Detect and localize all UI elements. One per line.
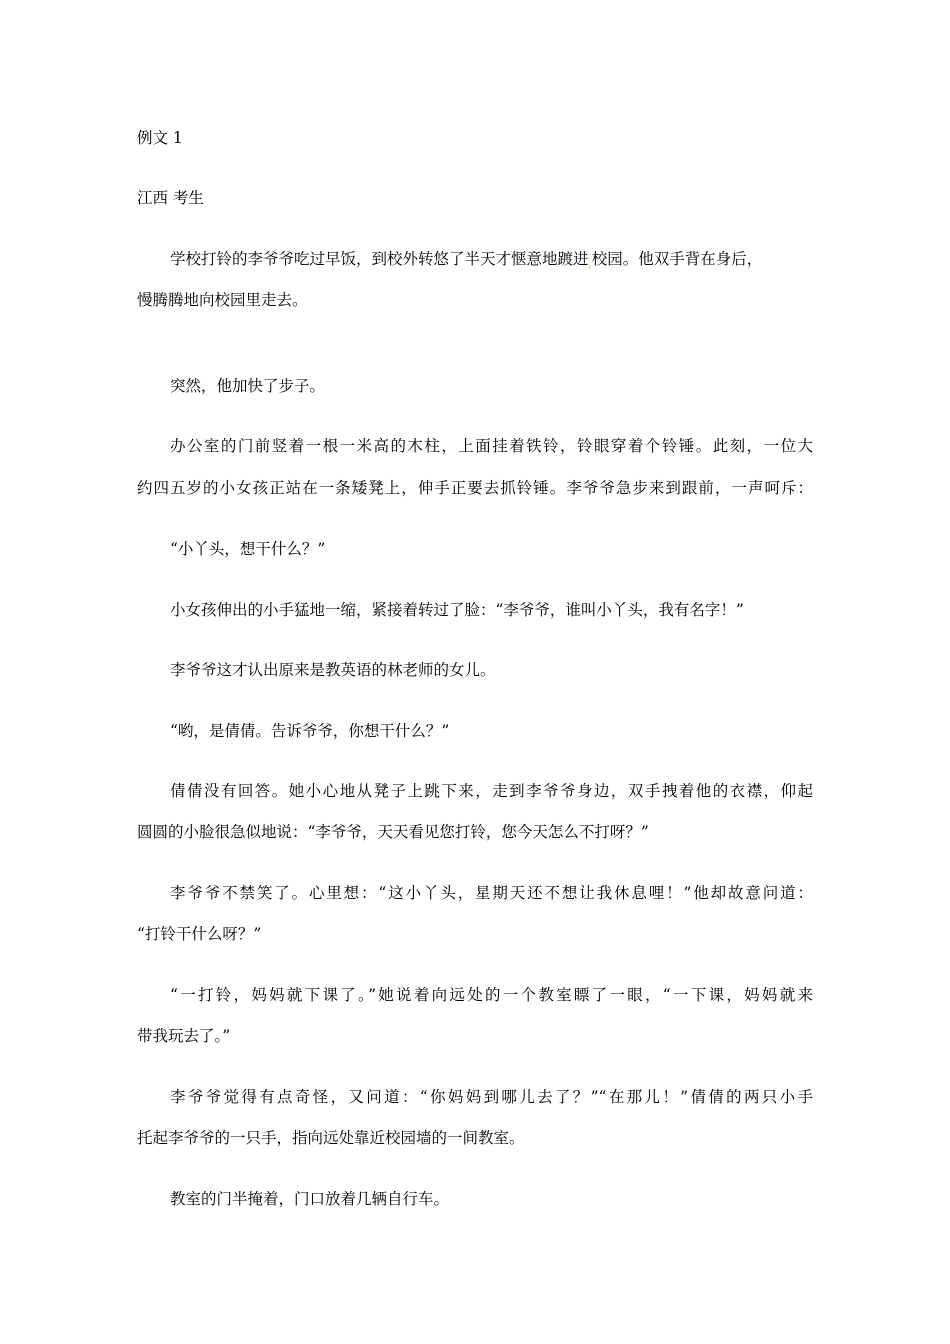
paragraph-line: 倩倩没有回答。她小心地从凳子上跳下来，走到李爷爷身边，双手拽着他的衣襟，仰起 (170, 782, 813, 800)
paragraph-line: 突然，他加快了步子。 (170, 377, 326, 395)
paragraph-line: 教室的门半掩着，门口放着几辆自行车。 (170, 1190, 450, 1208)
edit-mark-icon: , (588, 259, 592, 270)
doc-author: 江西 考生 (137, 189, 204, 207)
paragraph-line: “一打铃，妈妈就下课了。”她说着向远处的一个教室瞟了一眼，“一下课，妈妈就来 (170, 986, 813, 1004)
paragraph-line: 小女孩伸出的小手猛地一缩，紧接着转过了脸：“李爷爷，谁叫小丫头，我有名字！” (170, 601, 744, 619)
paragraph-line: “小丫头，想干什么？” (170, 540, 326, 558)
paragraph-line: “打铃干什么呀？” (137, 925, 262, 943)
paragraph-line: 托起李爷爷的一只手，指向远处靠近校园墙的一间教室。 (137, 1129, 525, 1147)
paragraph-line: 办公室的门前竖着一根一米高的木柱，上面挂着铁铃，铃眼穿着个铃锤。此刻，一位大 (170, 437, 813, 455)
paragraph-line: 李爷爷这才认出原来是教英语的林老师的女儿。 (170, 661, 496, 679)
paragraph-line: 李爷爷觉得有点奇怪，又问道：“你妈妈到哪儿去了？”“在那儿！”倩倩的两只小手 (170, 1088, 813, 1106)
paragraph-line: 学校打铃的李爷爷吃过早饭，到校外转悠了半天才惬意地踱进,校园。他双手背在身后， (170, 250, 763, 270)
doc-heading: 例文 1 (137, 129, 183, 147)
paragraph-line: 慢腾腾地向校园里走去。 (137, 291, 308, 309)
paragraph-line: “哟，是倩倩。告诉爷爷，你想干什么？” (170, 722, 450, 740)
paragraph-line: 带我玩去了。” (137, 1027, 231, 1045)
paragraph-line: 约四五岁的小女孩正站在一条矮凳上，伸手正要去抓铃锤。李爷爷急步来到跟前，一声呵斥： (137, 479, 813, 497)
paragraph-line: 圆圆的小脸很急似地说：“李爷爷，天天看见您打铃，您今天怎么不打呀？” (137, 823, 649, 841)
paragraph-line: 李爷爷不禁笑了。心里想：“这小丫头，星期天还不想让我休息哩！”他却故意问道： (170, 884, 813, 902)
